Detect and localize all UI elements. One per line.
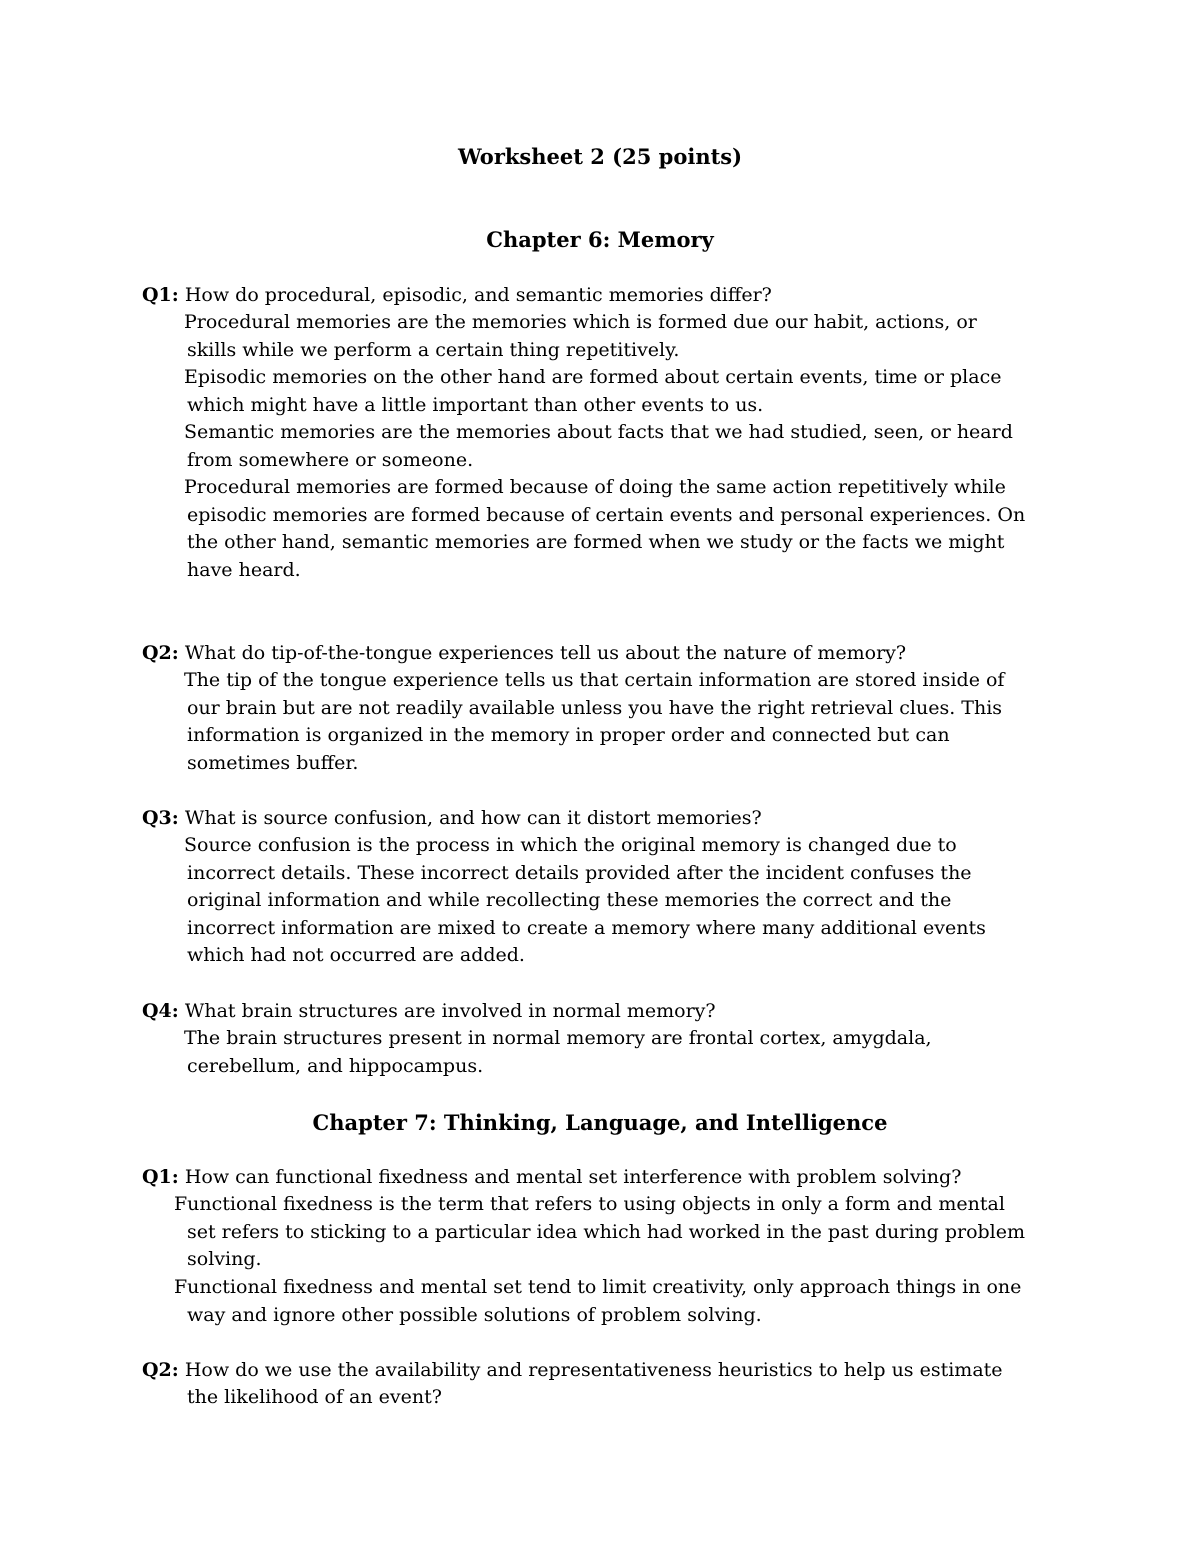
question-text: What do tip-of-the-tongue experiences tell us about the nature of memory?: [184, 642, 907, 664]
answer-line: which had not occurred are added.: [187, 944, 525, 966]
question-number: Q2:: [142, 642, 179, 664]
answer-line: have heard.: [187, 558, 301, 581]
chapter-7-heading: Chapter 7: Thinking, Language, and Intelligence: [312, 1110, 888, 1135]
answer-line: information is organized in the memory in proper order and connected but can: [187, 724, 950, 746]
question-text-continued: the likelihood of an event?: [187, 1386, 442, 1408]
answer-line: original information and while recollecting these memories the correct and the: [187, 889, 952, 911]
answer-line: Functional fixedness is the term that refers to using objects in only a form and mental: [174, 1193, 1005, 1215]
ch6-q1-answer-4: [184, 474, 1147, 584]
answer-line: set refers to sticking to a particular idea which had worked in the past during problem: [187, 1220, 1026, 1243]
answer-line: The brain structures present in normal memory are frontal cortex, amygdala,: [184, 1027, 932, 1049]
answer-line: The tip of the tongue experience tells us that certain information are stored inside of: [184, 669, 1005, 691]
answer-line: sometimes buffer.: [187, 751, 359, 774]
ch6-q1-answer-1: [184, 309, 1147, 364]
chapter-6-heading: Chapter 6: Memory: [486, 227, 714, 252]
question-number: Q1:: [142, 1166, 179, 1188]
answer-line: incorrect information are mixed to create a memory where many additional events: [187, 916, 986, 939]
ch6-q3-question: [142, 805, 1142, 833]
question-number: Q3:: [142, 807, 179, 829]
question-text: What is source confusion, and how can it distort memories?: [184, 807, 762, 829]
ch7-q2-question-cont: [187, 1384, 1147, 1412]
question-number: Q1:: [142, 284, 179, 306]
question-number: Q2:: [142, 1359, 179, 1381]
answer-line: Procedural memories are the memories which is formed due our habit, actions, or: [184, 311, 977, 333]
ch6-q2-answer-1: [184, 667, 1147, 777]
ch7-q1-answer-2: [174, 1274, 1147, 1329]
answer-line: Procedural memories are formed because of doing the same action repetitively while: [184, 476, 1006, 498]
answer-line: skills while we perform a certain thing repetitively.: [187, 338, 680, 361]
answer-line: which might have a little important than other events to us.: [187, 393, 764, 416]
answer-line: Source confusion is the process in which the original memory is changed due to: [184, 834, 957, 856]
ch6-q2-question: [142, 640, 1142, 668]
answer-line: from somewhere or someone.: [187, 448, 474, 471]
ch6-q1-question: [142, 282, 1142, 310]
ch6-q1-answer-2: [184, 364, 1147, 419]
ch6-q3-answer-1: [184, 832, 1147, 970]
answer-line: episodic memories are formed because of certain events and personal experiences. On: [187, 503, 1026, 526]
answer-line: Episodic memories on the other hand are formed about certain events, time or place: [184, 366, 1002, 388]
ch6-q1-answer-3: [184, 419, 1147, 474]
answer-line: Functional fixedness and mental set tend to limit creativity, only approach things in one: [174, 1276, 1022, 1298]
answer-line: solving.: [187, 1248, 262, 1270]
worksheet-title: Worksheet 2 (25 points): [457, 144, 743, 169]
question-text: How do procedural, episodic, and semantic memories differ?: [184, 284, 772, 306]
question-text: What brain structures are involved in normal memory?: [184, 1000, 716, 1022]
question-text: How do we use the availability and representativeness heuristics to help us estimate: [184, 1359, 1003, 1381]
answer-line: incorrect details. These incorrect details provided after the incident confuses the: [187, 861, 972, 884]
answer-line: our brain but are not readily available unless you have the right retrieval clues. This: [187, 696, 1003, 719]
answer-line: Semantic memories are the memories about facts that we had studied, seen, or heard: [184, 421, 1013, 443]
ch6-q4-answer-1: [184, 1025, 1147, 1080]
ch7-q1-question: [142, 1164, 1142, 1192]
answer-line: cerebellum, and hippocampus.: [187, 1054, 484, 1077]
ch7-q2-question: [142, 1357, 1142, 1385]
ch6-q4-question: [142, 998, 1142, 1026]
question-number: Q4:: [142, 1000, 179, 1022]
question-text: How can functional fixedness and mental set interference with problem solving?: [184, 1166, 962, 1188]
ch7-q1-answer-1: [174, 1191, 1147, 1274]
answer-line: way and ignore other possible solutions of problem solving.: [187, 1303, 762, 1326]
answer-line: the other hand, semantic memories are formed when we study or the facts we might: [187, 531, 1005, 553]
